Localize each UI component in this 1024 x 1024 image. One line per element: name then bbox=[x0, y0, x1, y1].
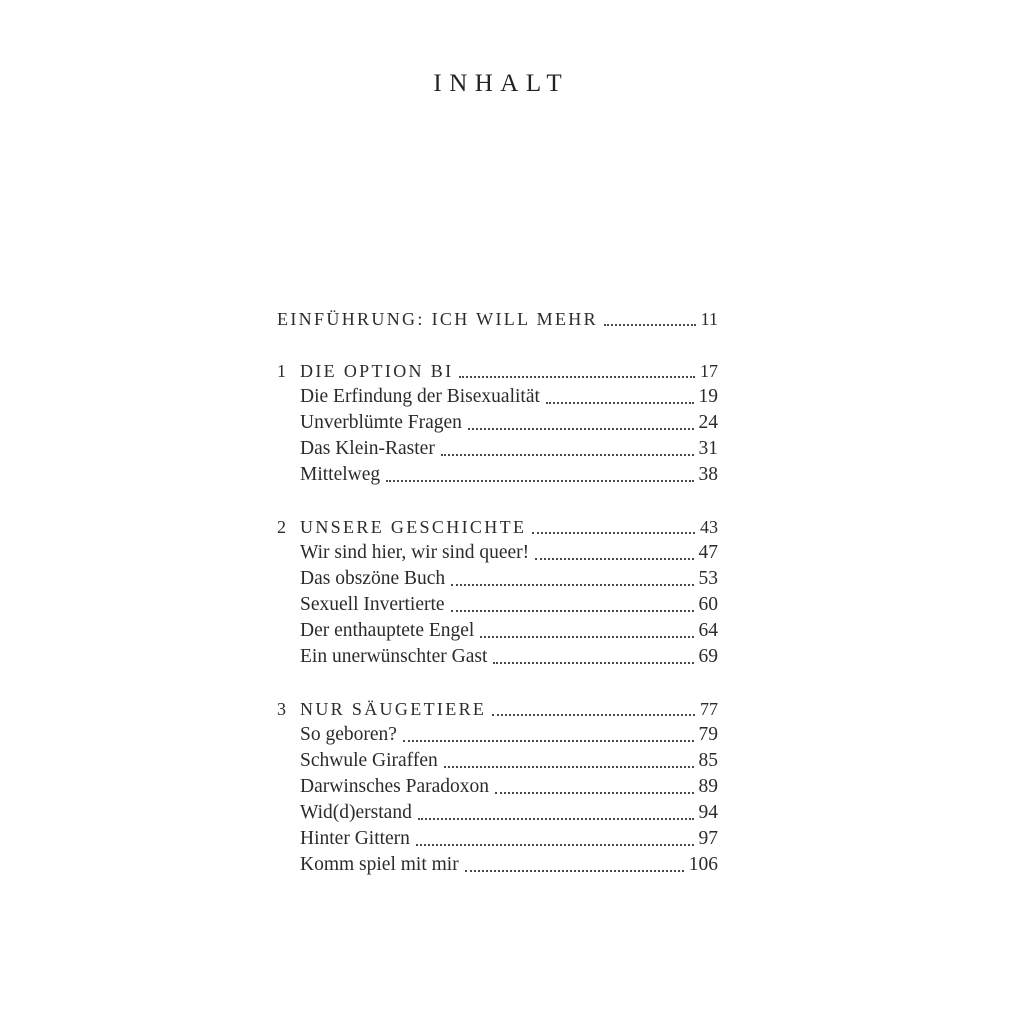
page-number: 69 bbox=[698, 646, 718, 667]
page-number: 31 bbox=[698, 438, 718, 459]
toc-entry-row bbox=[277, 384, 718, 410]
entry-title: Das Klein-Raster bbox=[300, 438, 435, 459]
toc-intro-row bbox=[277, 306, 718, 332]
page-number: 53 bbox=[698, 568, 718, 589]
dot-leader bbox=[493, 662, 693, 664]
entry-title: Sexuell Invertierte bbox=[300, 594, 445, 615]
toc-entry-row bbox=[277, 644, 718, 670]
dot-leader bbox=[441, 454, 694, 456]
dot-leader bbox=[451, 584, 693, 586]
dot-leader bbox=[495, 792, 694, 794]
toc-entry-row bbox=[277, 618, 718, 644]
dot-leader bbox=[535, 558, 693, 560]
dot-leader bbox=[532, 532, 695, 534]
toc-entry-row bbox=[277, 826, 718, 852]
toc-entry-row bbox=[277, 748, 718, 774]
page-number: 79 bbox=[698, 724, 718, 745]
table-of-contents bbox=[277, 306, 718, 878]
entry-title: Mittelweg bbox=[300, 464, 381, 485]
entry-title: Die Erfindung der Bisexualität bbox=[300, 386, 540, 407]
entry-title: Ein unerwünschter Gast bbox=[300, 646, 488, 667]
dot-leader bbox=[403, 740, 694, 742]
page-number: 97 bbox=[698, 828, 718, 849]
page-number: 89 bbox=[698, 776, 718, 797]
page-number: 106 bbox=[688, 854, 718, 875]
toc-entry-row bbox=[277, 852, 718, 878]
entry-title: Hinter Gittern bbox=[300, 828, 410, 849]
chapter-row bbox=[277, 358, 718, 384]
page-number: 77 bbox=[700, 699, 718, 719]
entry-title: Der enthauptete Engel bbox=[300, 620, 475, 641]
dot-leader bbox=[451, 610, 694, 612]
chapter-number: 1 bbox=[277, 361, 286, 381]
entry-title: Unverblümte Fragen bbox=[300, 412, 462, 433]
page-number: 85 bbox=[698, 750, 718, 771]
dot-leader bbox=[418, 818, 694, 820]
entry-title: Wid(d)erstand bbox=[300, 802, 412, 823]
page-number: 17 bbox=[700, 361, 718, 381]
dot-leader bbox=[546, 402, 694, 404]
entry-title: Darwinsches Paradoxon bbox=[300, 776, 489, 797]
entry-title: Wir sind hier, wir sind queer! bbox=[300, 542, 530, 563]
page-number: 64 bbox=[698, 620, 718, 641]
chapter-title: DIE OPTION BI bbox=[300, 361, 454, 381]
dot-leader bbox=[465, 870, 684, 872]
dot-leader bbox=[386, 480, 693, 482]
page-number: 24 bbox=[698, 412, 718, 433]
toc-entry-row bbox=[277, 436, 718, 462]
dot-leader bbox=[444, 766, 694, 768]
page-number: 38 bbox=[698, 464, 718, 485]
dot-leader bbox=[459, 376, 695, 378]
page-title: INHALT bbox=[433, 70, 570, 97]
chapter-title: NUR SÄUGETIERE bbox=[300, 699, 487, 719]
toc-entry-row bbox=[277, 462, 718, 488]
chapter-row bbox=[277, 696, 718, 722]
entry-title: Das obszöne Buch bbox=[300, 568, 446, 589]
toc-entry-row bbox=[277, 592, 718, 618]
entry-title: Schwule Giraffen bbox=[300, 750, 438, 771]
dot-leader bbox=[492, 714, 695, 716]
chapter-number: 2 bbox=[277, 517, 286, 537]
chapter-title: UNSERE GESCHICHTE bbox=[300, 517, 527, 537]
dot-leader bbox=[480, 636, 693, 638]
entry-title: So geboren? bbox=[300, 724, 397, 745]
toc-entry-row bbox=[277, 540, 718, 566]
chapter-row bbox=[277, 514, 718, 540]
page-number: 11 bbox=[700, 309, 718, 329]
dot-leader bbox=[468, 428, 694, 430]
entry-title: Komm spiel mit mir bbox=[300, 854, 459, 875]
toc-entry-row bbox=[277, 774, 718, 800]
dot-leader bbox=[416, 844, 694, 846]
page-number: 60 bbox=[698, 594, 718, 615]
toc-entry-row bbox=[277, 410, 718, 436]
toc-entry-row bbox=[277, 800, 718, 826]
page-number: 43 bbox=[700, 517, 718, 537]
page-number: 47 bbox=[698, 542, 718, 563]
chapter-number: 3 bbox=[277, 699, 286, 719]
toc-entry-row bbox=[277, 566, 718, 592]
dot-leader bbox=[604, 324, 696, 326]
entry-title: EINFÜHRUNG: ICH WILL MEHR bbox=[277, 309, 598, 329]
toc-entry-row bbox=[277, 722, 718, 748]
page-number: 19 bbox=[698, 386, 718, 407]
page-number: 94 bbox=[698, 802, 718, 823]
